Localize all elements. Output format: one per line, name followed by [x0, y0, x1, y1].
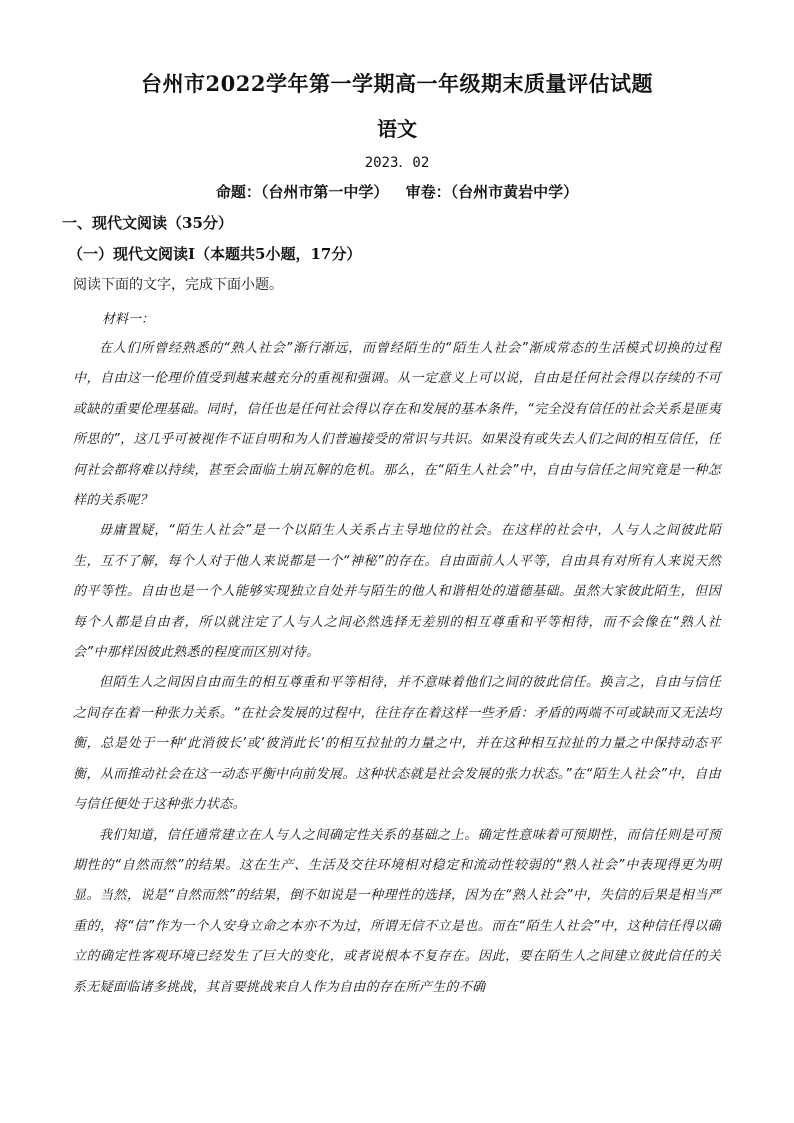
proposer-text: 命题：（台州市第一中学）: [215, 183, 389, 201]
material-label: 材料一：: [102, 312, 155, 327]
exam-date: 2023．02: [364, 155, 430, 171]
passage-paragraph: 在人们所曾经熟悉的“熟人社会”渐行渐远，而曾经陌生的“陌生人社会”渐成常态的生活模式切换的过程中，自由这一伦理价值受到越来越充分的重视和强调。从一定意义上可以说，自由是任何社会得以存续的不可或缺的重要伦理基础。同时，信任也是任何社会得以存在和发展的基本条件，“完全没有信任的社会关系是匪夷所思的”，这几乎可被视作不证自明和为人们普遍接受的常识与共识。如果没有或失去人们之间的相互信任，任何社会都将难以持续，甚至会面临土崩瓦解的危机。那么，在“陌生人社会”中，自由与信任之间究竟是一种怎样的关系呢？: [73, 341, 721, 509]
subsection-heading: （一）现代文阅读Ⅰ（本题共5小题，17分）: [68, 245, 362, 263]
passage-paragraph: 但陌生人之间因自由而生的相互尊重和平等相待，并不意味着他们之间的彼此信任。换言之，自由与信任之间存在着一种张力关系。“在社会发展的过程中，往往存在着这样一些矛盾：矛盾的两端不可或缺而又无法均衡，总是处于一种‘此消彼长’或‘彼消此长’的相互拉扯的力量之中，并在这种相互拉扯的力量之中保持动态平衡，从而推动社会在这一动态平衡中向前发展。这种状态就是社会发展的张力状态。”在“陌生人社会”中，自由与信任便处于这种张力状态。: [73, 675, 721, 813]
exam-title: 台州市2022学年第一学期高一年级期末质量评估试题: [141, 71, 653, 96]
passage-paragraph: 我们知道，信任通常建立在人与人之间确定性关系的基础之上。确定性意味着可预期性，而信任则是可预期性的“自然而然”的结果。这在生产、生活及交往环境相对稳定和流动性较弱的“熟人社会”中表现得更为明显。当然，说是“自然而然”的结果，倒不如说是一种理性的选择，因为在“熟人社会”中，失信的后果是相当严重的，将“信”作为一个人安身立命之本亦不为过，所谓无信不立是也。而在“陌生人社会”中，这种信任得以确立的确定性客观环境已经发生了巨大的变化，或者说根本不复存在。因此，要在陌生人之间建立彼此信任的关系无疑面临诸多挑战，其首要挑战来自人作为自由的存在所产生的不确: [73, 827, 721, 995]
subject-title: 语文: [377, 117, 417, 141]
exam-credits: [0, 181, 794, 202]
passage-paragraph: 毋庸置疑，“陌生人社会”是一个以陌生人关系占主导地位的社会。在这样的社会中，人与人之间彼此陌生，互不了解，每个人对于他人来说都是一个“神秘”的存在。自由面前人人平等，自由具有对所有人来说天然的平等性。自由也是一个人能够实现独立自处并与陌生的他人和谐相处的道德基础。虽然大家彼此陌生，但因每个人都是自由者，所以就注定了人与人之间必然选择无差别的相互尊重和平等相待，而不会像在“熟人社会”中那样因彼此熟悉的程度而区别对待。: [73, 523, 721, 661]
passage-body: [73, 334, 721, 1003]
reading-instruction: 阅读下面的文字，完成下面小题。: [73, 277, 283, 293]
reviewer-text: 审卷：（台州市黄岩中学）: [405, 183, 579, 201]
section-heading: 一、现代文阅读（35分）: [62, 214, 233, 232]
